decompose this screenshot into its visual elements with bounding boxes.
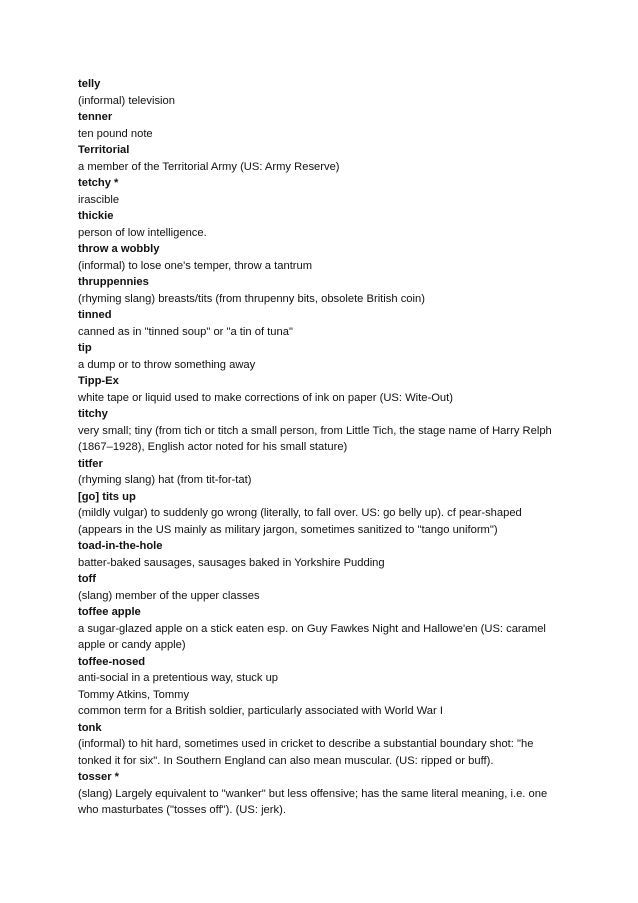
entry-toff — [78, 571, 568, 604]
entry-definition: common term for a British soldier, particularly associated with World War I — [78, 705, 443, 717]
entry-definition: (rhyming slang) breasts/tits (from thrupenny bits, obsolete British coin) — [78, 292, 425, 305]
entry-definition: a dump or to throw something away — [78, 358, 256, 371]
entry-term: tosser * — [78, 771, 120, 783]
entry-tinned — [78, 307, 568, 340]
entry-term: toffee apple — [78, 606, 141, 618]
entry-term: tip — [78, 342, 92, 354]
entry-definition: canned as in "tinned soup" or "a tin of tuna" — [78, 325, 293, 338]
entry-term: tinned — [78, 309, 112, 321]
entry-thruppennies — [78, 274, 568, 307]
entry-term: Tommy Atkins, Tommy — [78, 688, 190, 701]
entry-term: [go] tits up — [78, 490, 136, 503]
entry-term: toad-in-the-hole — [78, 540, 163, 552]
entry-term: toffee-nosed — [78, 655, 146, 668]
entry-definition: anti-social in a pretentious way, stuck up — [78, 672, 279, 684]
entry-term: titchy — [78, 408, 108, 420]
entry-definition: irascible — [78, 193, 120, 206]
entry-tosser — [78, 769, 568, 819]
entry-toad-in-the-hole — [78, 538, 568, 571]
entry-definition: white tape or liquid used to make corrections of ink on paper (US: Wite-Out) — [78, 391, 453, 404]
entry-definition: (informal) to hit hard, sometimes used in cricket to describe a substantial boundary shot: "he tonked it for six". In Southern England can also mean muscular. (US: ripped or buff). — [78, 738, 534, 767]
entry-definition: very small; tiny (from tich or titch a small person, from Little Tich, the stage name of Harry Relph (1867–1928), English actor noted for his small stature) — [78, 424, 552, 453]
entry-definition: person of low intelligence. — [78, 226, 207, 239]
entry-tenner — [78, 109, 568, 142]
entry-tonk — [78, 720, 568, 770]
entry-throw-a-wobbly — [78, 241, 568, 274]
entry-telly — [78, 76, 568, 109]
entry-term: Territorial — [78, 144, 130, 156]
entry-term: Tipp-Ex — [78, 375, 119, 387]
entry-toffee-nosed — [78, 654, 568, 687]
entry-tip — [78, 340, 568, 373]
entry-definition: a sugar-glazed apple on a stick eaten esp. on Guy Fawkes Night and Hallowe'en (US: caramel apple or candy apple) — [78, 622, 546, 651]
entry-definition: (informal) to lose one's temper, throw a tantrum — [78, 259, 313, 272]
entry-definition: (informal) television — [78, 94, 175, 107]
entry-titchy — [78, 406, 568, 456]
entry-term: tetchy * — [78, 177, 119, 189]
glossary-entries — [78, 76, 568, 819]
entry-territorial — [78, 142, 568, 175]
entry-tetchy — [78, 175, 568, 208]
entry-thickie — [78, 208, 568, 241]
entry-term: thruppennies — [78, 276, 149, 288]
entry-definition: batter-baked sausages, sausages baked in Yorkshire Pudding — [78, 556, 385, 569]
entry-go-tits-up — [78, 489, 568, 539]
entry-term: tenner — [78, 111, 113, 123]
entry-term: throw a wobbly — [78, 243, 160, 255]
entry-definition: (mildly vulgar) to suddenly go wrong (literally, to fall over. US: go belly up). cf pear-shaped (appears in the US mainly as military jargon, sometimes sanitized to "tango uniform") — [78, 507, 522, 536]
entry-term: tonk — [78, 721, 102, 734]
entry-definition: (rhyming slang) hat (from tit-for-tat) — [78, 474, 252, 486]
entry-definition: a member of the Territorial Army (US: Army Reserve) — [78, 160, 340, 173]
entry-term: telly — [78, 78, 101, 90]
entry-definition: (slang) member of the upper classes — [78, 589, 260, 602]
entry-term: thickie — [78, 210, 114, 222]
entry-definition: ten pound note — [78, 127, 153, 140]
entry-tommy-atkins — [78, 687, 568, 720]
entry-titfer — [78, 456, 568, 489]
entry-term: titfer — [78, 457, 103, 470]
entry-term: toff — [78, 573, 97, 585]
entry-definition: (slang) Largely equivalent to "wanker" but less offensive; has the same literal meaning, i.e. one who masturbates ("tosses off"). (US: jerk). — [78, 787, 548, 816]
entry-toffee-apple — [78, 604, 568, 654]
entry-tipp-ex — [78, 373, 568, 406]
